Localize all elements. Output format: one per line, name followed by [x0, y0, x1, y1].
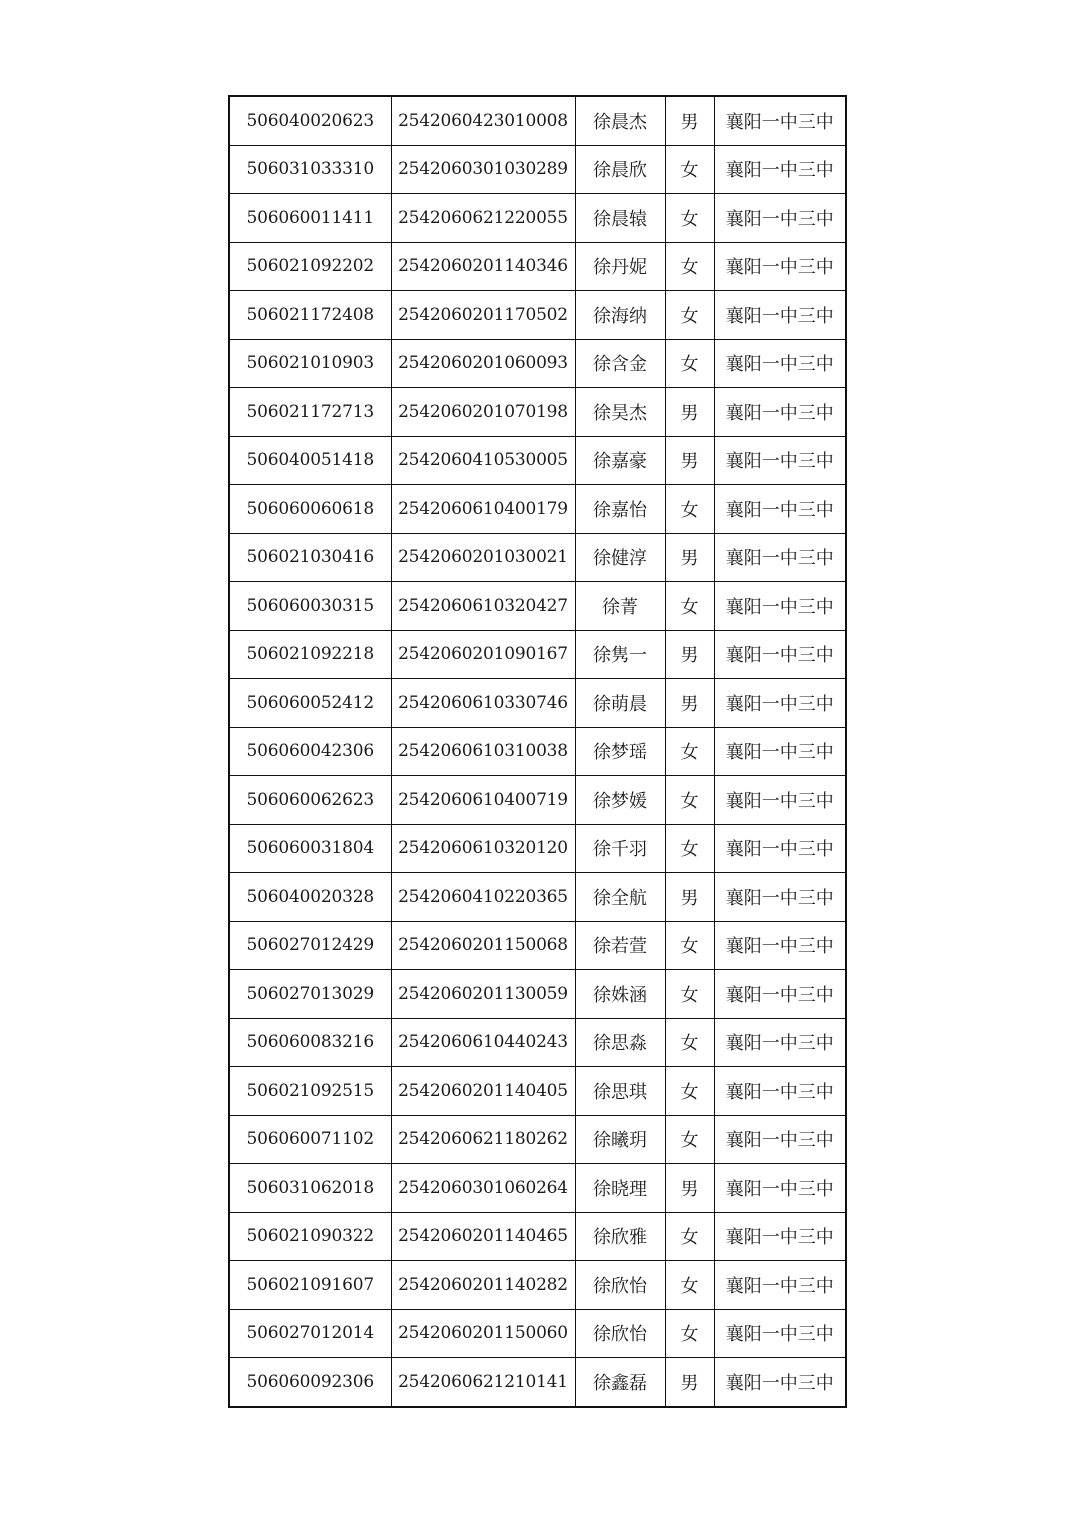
gender-cell: 女	[665, 582, 714, 631]
exam-id-cell: 506040051418	[229, 436, 391, 485]
student-name-cell: 徐曦玥	[575, 1115, 665, 1164]
gender-cell: 女	[665, 1309, 714, 1358]
table-row	[229, 873, 846, 922]
school-cell: 襄阳一中三中	[714, 1358, 846, 1407]
table-row	[229, 1358, 846, 1407]
table-row	[229, 1115, 846, 1164]
exam-id-cell: 506060071102	[229, 1115, 391, 1164]
exam-id-cell: 506027012014	[229, 1309, 391, 1358]
student-name-cell: 徐全航	[575, 873, 665, 922]
table-row	[229, 96, 846, 145]
student-roster-table	[228, 95, 847, 1408]
table-row	[229, 436, 846, 485]
exam-id-cell: 506060052412	[229, 679, 391, 728]
student-id-cell: 2542060423010008	[391, 96, 575, 145]
student-name-cell: 徐晨辕	[575, 194, 665, 243]
student-name-cell: 徐梦瑶	[575, 727, 665, 776]
table-row	[229, 970, 846, 1019]
school-cell: 襄阳一中三中	[714, 582, 846, 631]
exam-id-cell: 506040020623	[229, 96, 391, 145]
student-name-cell: 徐昊杰	[575, 388, 665, 437]
gender-cell: 女	[665, 194, 714, 243]
school-cell: 襄阳一中三中	[714, 679, 846, 728]
gender-cell: 女	[665, 291, 714, 340]
student-id-cell: 2542060610330746	[391, 679, 575, 728]
student-id-cell: 2542060621220055	[391, 194, 575, 243]
exam-id-cell: 506027013029	[229, 970, 391, 1019]
student-id-cell: 2542060201140282	[391, 1261, 575, 1310]
exam-id-cell: 506027012429	[229, 921, 391, 970]
gender-cell: 女	[665, 339, 714, 388]
student-name-cell: 徐含金	[575, 339, 665, 388]
school-cell: 襄阳一中三中	[714, 1018, 846, 1067]
gender-cell: 女	[665, 776, 714, 825]
student-id-cell: 2542060610400179	[391, 485, 575, 534]
table-row	[229, 145, 846, 194]
school-cell: 襄阳一中三中	[714, 1309, 846, 1358]
gender-cell: 男	[665, 388, 714, 437]
table-row	[229, 630, 846, 679]
student-id-cell: 2542060610320120	[391, 824, 575, 873]
student-name-cell: 徐晓理	[575, 1164, 665, 1213]
school-cell: 襄阳一中三中	[714, 630, 846, 679]
gender-cell: 男	[665, 630, 714, 679]
student-name-cell: 徐思淼	[575, 1018, 665, 1067]
student-name-cell: 徐千羽	[575, 824, 665, 873]
table-row	[229, 1261, 846, 1310]
student-id-cell: 2542060610320427	[391, 582, 575, 631]
student-name-cell: 徐欣怡	[575, 1309, 665, 1358]
exam-id-cell: 506021092515	[229, 1067, 391, 1116]
school-cell: 襄阳一中三中	[714, 921, 846, 970]
student-id-cell: 2542060301060264	[391, 1164, 575, 1213]
table-row	[229, 776, 846, 825]
table-row	[229, 291, 846, 340]
student-name-cell: 徐海纳	[575, 291, 665, 340]
exam-id-cell: 506060042306	[229, 727, 391, 776]
roster-body	[229, 96, 846, 1407]
school-cell: 襄阳一中三中	[714, 1067, 846, 1116]
student-name-cell: 徐欣怡	[575, 1261, 665, 1310]
table-row	[229, 921, 846, 970]
gender-cell: 男	[665, 1164, 714, 1213]
exam-id-cell: 506060062623	[229, 776, 391, 825]
student-id-cell: 2542060610400719	[391, 776, 575, 825]
exam-id-cell: 506021172408	[229, 291, 391, 340]
gender-cell: 男	[665, 436, 714, 485]
student-name-cell: 徐健淳	[575, 533, 665, 582]
table-row	[229, 194, 846, 243]
school-cell: 襄阳一中三中	[714, 1261, 846, 1310]
school-cell: 襄阳一中三中	[714, 970, 846, 1019]
table-row	[229, 679, 846, 728]
gender-cell: 女	[665, 727, 714, 776]
student-name-cell: 徐嘉怡	[575, 485, 665, 534]
gender-cell: 女	[665, 242, 714, 291]
table-row	[229, 1212, 846, 1261]
exam-id-cell: 506031033310	[229, 145, 391, 194]
student-id-cell: 2542060201140346	[391, 242, 575, 291]
table-row	[229, 824, 846, 873]
school-cell: 襄阳一中三中	[714, 824, 846, 873]
gender-cell: 女	[665, 1067, 714, 1116]
table-row	[229, 1164, 846, 1213]
school-cell: 襄阳一中三中	[714, 436, 846, 485]
gender-cell: 女	[665, 1018, 714, 1067]
gender-cell: 女	[665, 921, 714, 970]
exam-id-cell: 506060092306	[229, 1358, 391, 1407]
exam-id-cell: 506021090322	[229, 1212, 391, 1261]
exam-id-cell: 506060060618	[229, 485, 391, 534]
school-cell: 襄阳一中三中	[714, 485, 846, 534]
exam-id-cell: 506021172713	[229, 388, 391, 437]
gender-cell: 男	[665, 96, 714, 145]
gender-cell: 男	[665, 1358, 714, 1407]
school-cell: 襄阳一中三中	[714, 1115, 846, 1164]
table-row	[229, 1067, 846, 1116]
student-name-cell: 徐欣雅	[575, 1212, 665, 1261]
school-cell: 襄阳一中三中	[714, 1212, 846, 1261]
student-name-cell: 徐晨欣	[575, 145, 665, 194]
student-id-cell: 2542060621210141	[391, 1358, 575, 1407]
gender-cell: 女	[665, 824, 714, 873]
student-name-cell: 徐思琪	[575, 1067, 665, 1116]
student-name-cell: 徐萌晨	[575, 679, 665, 728]
school-cell: 襄阳一中三中	[714, 96, 846, 145]
gender-cell: 男	[665, 679, 714, 728]
gender-cell: 女	[665, 1261, 714, 1310]
gender-cell: 女	[665, 970, 714, 1019]
exam-id-cell: 506021030416	[229, 533, 391, 582]
exam-id-cell: 506021091607	[229, 1261, 391, 1310]
exam-id-cell: 506031062018	[229, 1164, 391, 1213]
school-cell: 襄阳一中三中	[714, 339, 846, 388]
exam-id-cell: 506060031804	[229, 824, 391, 873]
school-cell: 襄阳一中三中	[714, 776, 846, 825]
student-name-cell: 徐梦媛	[575, 776, 665, 825]
student-id-cell: 2542060201130059	[391, 970, 575, 1019]
school-cell: 襄阳一中三中	[714, 291, 846, 340]
student-id-cell: 2542060201060093	[391, 339, 575, 388]
student-id-cell: 2542060301030289	[391, 145, 575, 194]
student-name-cell: 徐若萱	[575, 921, 665, 970]
table-row	[229, 533, 846, 582]
exam-id-cell: 506060011411	[229, 194, 391, 243]
table-row	[229, 1309, 846, 1358]
exam-id-cell: 506021092202	[229, 242, 391, 291]
student-id-cell: 2542060201140405	[391, 1067, 575, 1116]
student-name-cell: 徐菁	[575, 582, 665, 631]
table-row	[229, 388, 846, 437]
exam-id-cell: 506021010903	[229, 339, 391, 388]
student-id-cell: 2542060410530005	[391, 436, 575, 485]
student-id-cell: 2542060410220365	[391, 873, 575, 922]
table-row	[229, 1018, 846, 1067]
school-cell: 襄阳一中三中	[714, 727, 846, 776]
roster-sheet	[228, 95, 845, 1408]
student-id-cell: 2542060610440243	[391, 1018, 575, 1067]
student-id-cell: 2542060201070198	[391, 388, 575, 437]
student-id-cell: 2542060610310038	[391, 727, 575, 776]
exam-id-cell: 506021092218	[229, 630, 391, 679]
gender-cell: 女	[665, 485, 714, 534]
table-row	[229, 727, 846, 776]
student-id-cell: 2542060201150060	[391, 1309, 575, 1358]
school-cell: 襄阳一中三中	[714, 1164, 846, 1213]
student-name-cell: 徐丹妮	[575, 242, 665, 291]
student-id-cell: 2542060201170502	[391, 291, 575, 340]
gender-cell: 女	[665, 1212, 714, 1261]
exam-id-cell: 506060083216	[229, 1018, 391, 1067]
student-name-cell: 徐晨杰	[575, 96, 665, 145]
school-cell: 襄阳一中三中	[714, 194, 846, 243]
school-cell: 襄阳一中三中	[714, 388, 846, 437]
exam-id-cell: 506040020328	[229, 873, 391, 922]
school-cell: 襄阳一中三中	[714, 533, 846, 582]
school-cell: 襄阳一中三中	[714, 145, 846, 194]
table-row	[229, 485, 846, 534]
student-id-cell: 2542060621180262	[391, 1115, 575, 1164]
gender-cell: 女	[665, 145, 714, 194]
student-id-cell: 2542060201090167	[391, 630, 575, 679]
student-name-cell: 徐隽一	[575, 630, 665, 679]
student-name-cell: 徐姝涵	[575, 970, 665, 1019]
student-name-cell: 徐嘉豪	[575, 436, 665, 485]
table-row	[229, 339, 846, 388]
gender-cell: 女	[665, 1115, 714, 1164]
gender-cell: 男	[665, 533, 714, 582]
school-cell: 襄阳一中三中	[714, 873, 846, 922]
school-cell: 襄阳一中三中	[714, 242, 846, 291]
student-id-cell: 2542060201150068	[391, 921, 575, 970]
table-row	[229, 582, 846, 631]
student-id-cell: 2542060201030021	[391, 533, 575, 582]
table-row	[229, 242, 846, 291]
student-name-cell: 徐鑫磊	[575, 1358, 665, 1407]
exam-id-cell: 506060030315	[229, 582, 391, 631]
student-id-cell: 2542060201140465	[391, 1212, 575, 1261]
gender-cell: 男	[665, 873, 714, 922]
